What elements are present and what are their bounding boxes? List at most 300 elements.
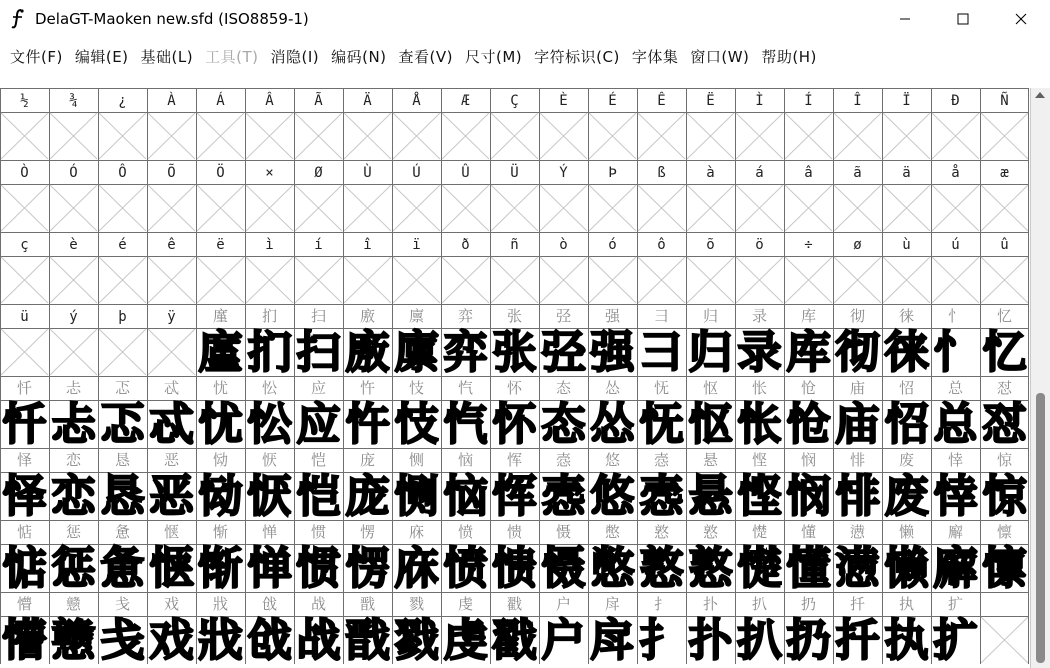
glyph-label: 懔 — [996, 523, 1013, 541]
glyph-image: 徕 — [884, 327, 929, 378]
glyph-cell[interactable] — [638, 165, 685, 231]
glyph-cell[interactable] — [393, 163, 440, 231]
glyph-cell[interactable] — [638, 91, 685, 159]
glyph-cell[interactable] — [493, 379, 538, 450]
glyph-label: 愣 — [359, 523, 376, 541]
glyph-cell[interactable] — [199, 451, 243, 522]
glyph-cell[interactable] — [542, 451, 586, 522]
glyph-image: 怃 — [639, 399, 684, 450]
glyph-image: 愦 — [492, 543, 537, 594]
glyph-cell[interactable] — [638, 237, 685, 303]
menu-bar — [0, 38, 1050, 74]
glyph-cell[interactable] — [542, 523, 586, 594]
glyph-cell[interactable] — [834, 165, 881, 231]
glyph-image: 怼 — [982, 399, 1027, 450]
glyph-label: ì — [265, 237, 274, 253]
glyph-image: 扪 — [247, 327, 292, 378]
glyph-cell[interactable] — [689, 451, 734, 522]
glyph-cell[interactable] — [738, 307, 782, 378]
glyph-cell[interactable] — [836, 595, 880, 666]
glyph-cell[interactable] — [248, 523, 292, 594]
glyph-image: 惯 — [296, 543, 341, 594]
glyph-label: 廑 — [212, 307, 229, 325]
glyph-cell[interactable] — [246, 165, 293, 231]
glyph-image: 戮 — [394, 615, 439, 666]
glyph-cell[interactable] — [444, 379, 488, 450]
glyph-cell[interactable] — [591, 595, 635, 666]
glyph-label: û — [1000, 237, 1009, 253]
menu-tools[interactable]: 工具(T) — [205, 47, 259, 66]
glyph-cell[interactable] — [589, 165, 636, 231]
glyph-cell[interactable] — [787, 595, 831, 666]
glyph-cell[interactable] — [297, 451, 341, 522]
glyph-cell[interactable] — [148, 92, 195, 159]
glyph-image: 恽 — [492, 471, 537, 522]
glyph-cell[interactable] — [50, 93, 97, 159]
glyph-cell[interactable] — [640, 379, 684, 450]
glyph-cell[interactable] — [346, 379, 390, 450]
minimize-button[interactable] — [876, 0, 934, 38]
menu-view[interactable]: 查看(V) — [398, 47, 454, 66]
glyph-cell[interactable] — [934, 595, 978, 666]
glyph-image: 态 — [541, 399, 586, 450]
glyph-cell[interactable] — [932, 237, 979, 303]
glyph-cell[interactable] — [444, 451, 488, 522]
glyph-label: 怃 — [653, 379, 670, 397]
glyph-cell[interactable] — [687, 91, 734, 159]
glyph-label: 废 — [898, 451, 915, 469]
glyph-cell[interactable] — [393, 237, 440, 303]
glyph-cell[interactable] — [197, 237, 244, 303]
glyph-cell[interactable] — [395, 379, 439, 450]
glyph-image: 悯 — [786, 471, 831, 522]
glyph-label: 恶 — [163, 451, 180, 469]
glyph-cell[interactable] — [148, 164, 195, 231]
scrollbar-thumb[interactable] — [1036, 393, 1045, 663]
glyph-cell[interactable] — [99, 237, 146, 303]
glyph-image: 录 — [737, 327, 782, 378]
glyph-label: 战 — [310, 595, 327, 613]
glyph-cell[interactable] — [736, 92, 783, 159]
glyph-cell[interactable] — [1, 163, 48, 231]
glyph-image: 懒 — [884, 543, 929, 594]
glyph-image: 忒 — [149, 399, 194, 450]
glyph-cell[interactable] — [1, 93, 48, 159]
glyph-cell[interactable] — [444, 523, 488, 594]
glyph-label: 悠 — [604, 451, 621, 469]
glyph-cell[interactable] — [689, 523, 733, 594]
glyph-image: 恻 — [394, 471, 439, 522]
glyph-label: é — [118, 237, 127, 253]
glyph-cell[interactable] — [542, 595, 586, 666]
glyph-cell[interactable] — [836, 379, 880, 450]
glyph-cell[interactable] — [540, 164, 587, 231]
glyph-label: ó — [608, 237, 617, 253]
glyph-cell[interactable] — [395, 307, 439, 378]
menu-cid[interactable]: 字符标识(C) — [534, 47, 620, 66]
glyph-cell[interactable] — [52, 523, 97, 594]
glyph-cell[interactable] — [687, 237, 734, 303]
glyph-cell[interactable] — [687, 165, 734, 231]
glyph-cell[interactable] — [248, 379, 292, 450]
glyph-label: 扔 — [800, 595, 817, 613]
glyph-image: 恋 — [51, 471, 96, 522]
glyph-cell[interactable] — [197, 92, 244, 159]
glyph-cell[interactable] — [640, 451, 684, 522]
glyph-label: 戳 — [506, 595, 523, 613]
glyph-cell[interactable] — [542, 307, 587, 378]
glyph-cell[interactable] — [491, 93, 538, 159]
glyph-cell[interactable] — [3, 379, 47, 450]
glyph-label: Í — [804, 93, 813, 109]
glyph-cell[interactable] — [99, 93, 146, 159]
glyph-cell[interactable] — [346, 595, 391, 666]
glyph-cell[interactable] — [738, 523, 783, 594]
glyph-label: õ — [706, 237, 715, 253]
glyph-cell[interactable] — [148, 309, 195, 375]
glyph-image: 恺 — [296, 471, 341, 522]
glyph-cell[interactable] — [442, 93, 489, 159]
glyph-cell[interactable] — [785, 92, 832, 159]
glyph-cell[interactable] — [101, 379, 146, 450]
glyph-label: 怅 — [751, 379, 768, 397]
glyph-label: î — [363, 237, 372, 253]
glyph-cell[interactable] — [3, 523, 47, 594]
glyph-cell[interactable] — [934, 379, 979, 450]
glyph-cell[interactable] — [442, 163, 489, 231]
glyph-cell[interactable] — [199, 307, 243, 378]
glyph-cell[interactable] — [491, 237, 538, 303]
glyph-cell[interactable] — [246, 91, 293, 159]
glyph-label: 悭 — [751, 451, 768, 469]
glyph-image: 忑 — [100, 399, 145, 450]
glyph-cell[interactable] — [981, 617, 1028, 663]
glyph-label: Á — [216, 93, 225, 109]
glyph-cell[interactable] — [785, 237, 832, 303]
glyph-cell[interactable] — [248, 595, 292, 666]
glyph-cell[interactable] — [591, 523, 636, 594]
glyph-cell[interactable] — [786, 451, 831, 522]
glyph-cell[interactable] — [344, 163, 391, 231]
glyph-cell[interactable] — [442, 237, 489, 303]
glyph-cell[interactable] — [836, 523, 881, 594]
glyph-cell[interactable] — [444, 595, 488, 666]
glyph-cell[interactable] — [738, 379, 782, 450]
glyph-label: 恽 — [506, 451, 523, 469]
glyph-image: 扫 — [296, 327, 341, 378]
glyph-cell[interactable] — [52, 595, 96, 666]
glyph-cell[interactable] — [983, 451, 1028, 522]
glyph-cell[interactable] — [297, 595, 341, 666]
menu-metrics[interactable]: 尺寸(M) — [465, 47, 523, 66]
glyph-cell[interactable] — [787, 379, 831, 450]
glyph-cell[interactable] — [395, 595, 439, 666]
glyph-label: 扌 — [653, 595, 670, 613]
glyph-cell[interactable] — [101, 595, 145, 666]
glyph-cell[interactable] — [150, 451, 195, 522]
glyph-label: 怂 — [604, 379, 621, 397]
glyph-cell[interactable] — [785, 165, 832, 231]
glyph-cell[interactable] — [640, 595, 684, 666]
glyph-label: è — [69, 237, 78, 253]
glyph-label: Ý — [559, 165, 568, 181]
glyph-label: É — [608, 93, 617, 109]
glyph-image: 懵 — [2, 615, 47, 666]
glyph-cell[interactable] — [148, 237, 195, 303]
glyph-label: 悯 — [800, 451, 817, 469]
glyph-cell[interactable] — [198, 523, 243, 594]
glyph-cell[interactable] — [689, 379, 733, 450]
glyph-label: 忄 — [947, 307, 964, 325]
glyph-cell[interactable] — [932, 93, 979, 159]
glyph-label: 恻 — [408, 451, 425, 469]
glyph-label: 扫 — [310, 307, 327, 325]
glyph-cell[interactable] — [590, 307, 636, 378]
glyph-label: 憝 — [702, 523, 719, 541]
glyph-cell[interactable] — [885, 523, 930, 594]
glyph-cell[interactable] — [444, 307, 488, 378]
glyph-image: 忮 — [394, 399, 439, 450]
glyph-label: 恳 — [114, 451, 131, 469]
glyph-cell[interactable] — [295, 237, 342, 303]
glyph-cell[interactable] — [50, 309, 97, 375]
glyph-cell[interactable] — [344, 91, 391, 159]
glyph-image: 廑 — [198, 327, 243, 378]
glyph-image: 怅 — [737, 399, 782, 450]
glyph-cell[interactable] — [883, 237, 930, 303]
glyph-label: 懂 — [800, 523, 817, 541]
glyph-cell[interactable] — [248, 307, 292, 378]
glyph-cell[interactable] — [834, 237, 881, 303]
glyph-image: 懂 — [786, 543, 831, 594]
glyph-cell[interactable] — [50, 163, 97, 231]
glyph-cell[interactable] — [1, 309, 48, 375]
glyph-label: ð — [461, 237, 470, 253]
glyph-cell[interactable] — [589, 92, 636, 159]
glyph-cell[interactable] — [540, 237, 587, 303]
glyph-cell[interactable] — [52, 379, 98, 450]
glyph-label: 慑 — [555, 523, 572, 541]
glyph-image: 廨 — [933, 543, 978, 594]
glyph-image: 憷 — [737, 543, 782, 594]
glyph-cell[interactable] — [787, 307, 831, 378]
glyph-label: Ì — [755, 93, 764, 109]
glyph-cell[interactable] — [640, 307, 684, 378]
glyph-cell[interactable] — [883, 165, 930, 231]
glyph-cell[interactable] — [736, 165, 783, 231]
glyph-image: 虔 — [443, 615, 488, 666]
glyph-cell[interactable] — [296, 523, 341, 594]
glyph-cell[interactable] — [199, 379, 243, 450]
glyph-cell[interactable] — [738, 451, 782, 522]
menu-element[interactable]: 基础(L) — [140, 47, 194, 66]
glyph-label: 忒 — [163, 379, 180, 397]
glyph-label: 扩 — [947, 595, 964, 613]
glyph-cell[interactable] — [885, 595, 929, 666]
glyph-label: á — [755, 165, 764, 181]
glyph-label: ö — [755, 237, 764, 253]
glyph-image: 怄 — [688, 399, 733, 450]
glyph-image: 慑 — [541, 543, 586, 594]
glyph-cell[interactable] — [981, 237, 1028, 303]
glyph-cell[interactable] — [883, 91, 930, 159]
glyph-cell[interactable] — [934, 523, 978, 594]
glyph-cell[interactable] — [197, 163, 244, 231]
glyph-label: 恹 — [261, 451, 278, 469]
glyph-cell[interactable] — [2, 595, 47, 666]
glyph-cell[interactable] — [492, 523, 537, 594]
glyph-label: Ö — [216, 165, 225, 181]
glyph-label: 扒 — [751, 595, 768, 613]
glyph-label: ø — [853, 237, 862, 253]
glyph-cell[interactable] — [297, 379, 341, 450]
font-view[interactable] — [0, 88, 1030, 668]
glyph-cell[interactable] — [934, 307, 978, 378]
glyph-image: 戆 — [51, 615, 96, 666]
glyph-cell[interactable] — [885, 451, 929, 522]
glyph-cell[interactable] — [346, 451, 390, 522]
glyph-label: 庥 — [408, 523, 425, 541]
glyph-cell[interactable] — [1, 237, 48, 303]
glyph-cell[interactable] — [493, 307, 537, 378]
glyph-cell[interactable] — [101, 451, 146, 522]
glyph-image: 惮 — [247, 543, 292, 594]
glyph-cell[interactable] — [885, 307, 930, 378]
glyph-image: 悭 — [737, 471, 782, 522]
glyph-cell[interactable] — [787, 523, 831, 594]
scroll-up-arrow-icon[interactable] — [1035, 92, 1045, 98]
glyph-cell[interactable] — [393, 92, 440, 159]
glyph-cell[interactable] — [542, 379, 587, 450]
glyph-grid[interactable] — [0, 88, 1030, 668]
menu-help[interactable]: 帮助(H) — [761, 47, 817, 66]
glyph-cell[interactable] — [295, 165, 342, 231]
menu-window[interactable]: 窗口(W) — [690, 47, 750, 66]
glyph-cell[interactable] — [491, 163, 538, 231]
glyph-cell[interactable] — [297, 307, 341, 378]
glyph-label: 应 — [310, 379, 327, 397]
glyph-cell[interactable] — [492, 451, 537, 522]
glyph-label: 忮 — [408, 379, 425, 397]
glyph-cell[interactable] — [836, 451, 880, 522]
glyph-cell[interactable] — [346, 523, 390, 594]
glyph-cell[interactable] — [99, 163, 146, 231]
glyph-cell[interactable] — [738, 595, 783, 666]
glyph-cell[interactable] — [689, 595, 733, 666]
glyph-label: 懵 — [16, 595, 33, 613]
glyph-cell[interactable] — [640, 523, 684, 594]
minimize-icon — [899, 13, 911, 25]
glyph-cell[interactable] — [591, 451, 636, 522]
glyph-cell[interactable] — [689, 307, 733, 378]
glyph-cell[interactable] — [101, 523, 145, 594]
glyph-label: 惦 — [16, 523, 33, 541]
glyph-cell[interactable] — [885, 379, 929, 450]
glyph-image: 张 — [492, 327, 537, 378]
glyph-cell[interactable] — [346, 307, 390, 378]
glyph-image: 懔 — [982, 543, 1027, 594]
glyph-cell[interactable] — [395, 523, 439, 594]
glyph-cell[interactable] — [247, 451, 292, 522]
glyph-cell[interactable] — [344, 237, 391, 303]
maximize-button[interactable] — [934, 0, 992, 38]
glyph-cell[interactable] — [492, 595, 537, 666]
glyph-cell[interactable] — [934, 451, 978, 522]
glyph-label: ñ — [510, 237, 519, 253]
menu-mm[interactable]: 字体集 — [631, 47, 679, 66]
glyph-cell[interactable] — [50, 237, 97, 303]
glyph-cell[interactable] — [932, 164, 979, 231]
glyph-cell[interactable] — [736, 237, 783, 303]
glyph-cell[interactable] — [981, 165, 1028, 231]
glyph-image: 惊 — [982, 471, 1027, 522]
glyph-cell[interactable] — [150, 595, 194, 666]
glyph-label: 悫 — [653, 451, 670, 469]
glyph-cell[interactable] — [589, 237, 636, 303]
menu-file[interactable]: 文件(F) — [10, 47, 63, 66]
glyph-cell[interactable] — [836, 307, 880, 378]
glyph-image: 戗 — [247, 615, 292, 666]
glyph-cell[interactable] — [394, 451, 439, 522]
glyph-image: 惭 — [198, 543, 243, 594]
glyph-cell[interactable] — [591, 379, 636, 450]
glyph-image: 憋 — [590, 543, 635, 594]
glyph-label: 戮 — [408, 595, 425, 613]
glyph-label: 懑 — [849, 523, 866, 541]
glyph-cell[interactable] — [3, 451, 47, 522]
glyph-label: 怄 — [702, 379, 719, 397]
glyph-cell[interactable] — [981, 92, 1028, 159]
glyph-label: Â — [265, 93, 274, 109]
glyph-label: 执 — [898, 595, 915, 613]
glyph-label: 忤 — [359, 379, 376, 397]
glyph-image: 忄 — [933, 327, 978, 378]
glyph-cell[interactable] — [150, 379, 194, 450]
glyph-label: 归 — [702, 307, 719, 325]
glyph-cell[interactable] — [52, 451, 97, 522]
menu-encoding[interactable]: 编码(N) — [331, 47, 387, 66]
glyph-image: 彻 — [835, 327, 880, 378]
glyph-cell[interactable] — [99, 309, 146, 375]
glyph-cell[interactable] — [199, 595, 243, 666]
menu-hints[interactable]: 消隐(I) — [270, 47, 320, 66]
glyph-cell[interactable] — [246, 237, 293, 303]
glyph-label: 忆 — [996, 307, 1013, 325]
glyph-label: ¾ — [69, 93, 78, 109]
glyph-cell[interactable] — [982, 523, 1027, 594]
close-button[interactable] — [992, 0, 1050, 38]
glyph-image: 库 — [786, 327, 831, 378]
menu-edit[interactable]: 编辑(E) — [74, 47, 129, 66]
glyph-image: 忏 — [2, 399, 47, 450]
glyph-label: ½ — [20, 93, 29, 109]
glyph-cell[interactable] — [295, 92, 342, 159]
glyph-image: 扩 — [933, 615, 978, 666]
glyph-cell[interactable] — [540, 92, 587, 159]
glyph-cell[interactable] — [834, 91, 881, 159]
glyph-label: 怼 — [996, 379, 1013, 397]
glyph-image: 戏 — [149, 615, 194, 666]
glyph-image: 执 — [884, 615, 929, 666]
glyph-image: 恳 — [100, 471, 145, 522]
glyph-cell[interactable] — [150, 523, 194, 594]
glyph-label: Ç — [510, 93, 519, 109]
glyph-label: ¿ — [118, 93, 127, 109]
glyph-cell[interactable] — [983, 307, 1027, 378]
glyph-cell[interactable] — [983, 379, 1028, 450]
glyph-label: 庞 — [359, 451, 376, 469]
glyph-label: 忪 — [261, 379, 278, 397]
